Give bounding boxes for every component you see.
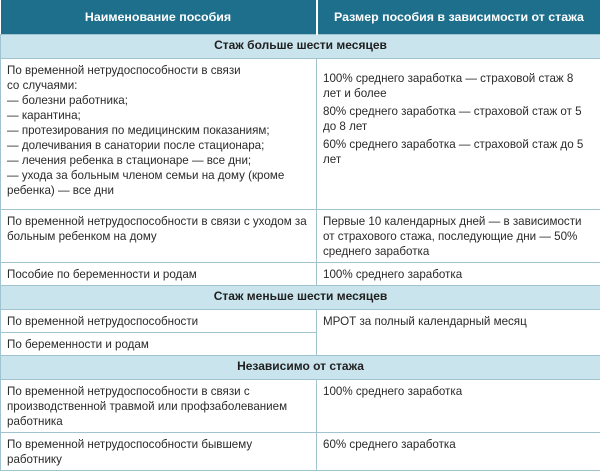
text-line: По временной нетрудоспособности в связи (7, 63, 310, 78)
section-title-under-six: Стаж меньше шести месяцев (1, 286, 600, 310)
text-line: — карантина; (7, 108, 310, 123)
amount-text: 80% среднего заработка — страховой стаж от 5 до 8 лет (323, 104, 594, 134)
table-header-row (1, 0, 600, 35)
text-line: — ухода за больным членом семьи на дому (кроме (7, 168, 310, 183)
benefit-amount-cell: 60% среднего заработка (317, 433, 600, 471)
benefit-amount-cell: 100% среднего заработка (317, 380, 600, 433)
benefit-name-cell: Пособие по беременности и родам (1, 263, 317, 286)
section-title-independent: Независимо от стажа (1, 356, 600, 380)
text-line: — долечивания в санатории после стационара; (7, 138, 310, 153)
text-line: — болезни работника; (7, 93, 310, 108)
table-row (1, 59, 600, 210)
benefit-name-cell: По временной нетрудоспособности бывшему работнику (1, 433, 317, 471)
benefit-name-cell: По беременности и родам (1, 333, 317, 356)
text-line: ребенка) — все дни (7, 183, 310, 198)
table-row (1, 210, 600, 263)
benefit-amount-cell: МРОТ за полный календарный месяц (317, 310, 600, 356)
benefit-amount-cell: Первые 10 календарных дней — в зависимости от страхового стажа, последующие дни — 50% среднего заработка (317, 210, 600, 263)
table-row (1, 263, 600, 286)
benefit-amount-cell (317, 59, 600, 210)
text-line: — протезирования по медицинским показаниям; (7, 123, 310, 138)
section-title-over-six: Стаж больше шести месяцев (1, 35, 600, 59)
section-row (1, 356, 600, 380)
amount-text: 100% среднего заработка — страховой стаж 8 лет и более (323, 71, 594, 101)
benefit-name-cell: По временной нетрудоспособности в связи с уходом за больным ребенком на дому (1, 210, 317, 263)
section-row (1, 286, 600, 310)
benefit-name-cell (1, 59, 317, 210)
column-header-name: Наименование пособия (1, 0, 317, 35)
table-row (1, 380, 600, 433)
benefit-name-cell: По временной нетрудоспособности (1, 310, 317, 333)
benefit-amount-cell: 100% среднего заработка (317, 263, 600, 286)
column-header-amount: Размер пособия в зависимости от стажа (317, 0, 600, 35)
table-row (1, 433, 600, 471)
text-line: — лечения ребенка в стационаре — все дни; (7, 153, 310, 168)
section-row (1, 35, 600, 59)
text-line: со случаями: (7, 78, 310, 93)
benefit-name-cell: По временной нетрудоспособности в связи с производственной травмой или профзаболеванием работника (1, 380, 317, 433)
table-row (1, 310, 600, 333)
amount-text: 60% среднего заработка — страховой стаж до 5 лет (323, 137, 594, 167)
